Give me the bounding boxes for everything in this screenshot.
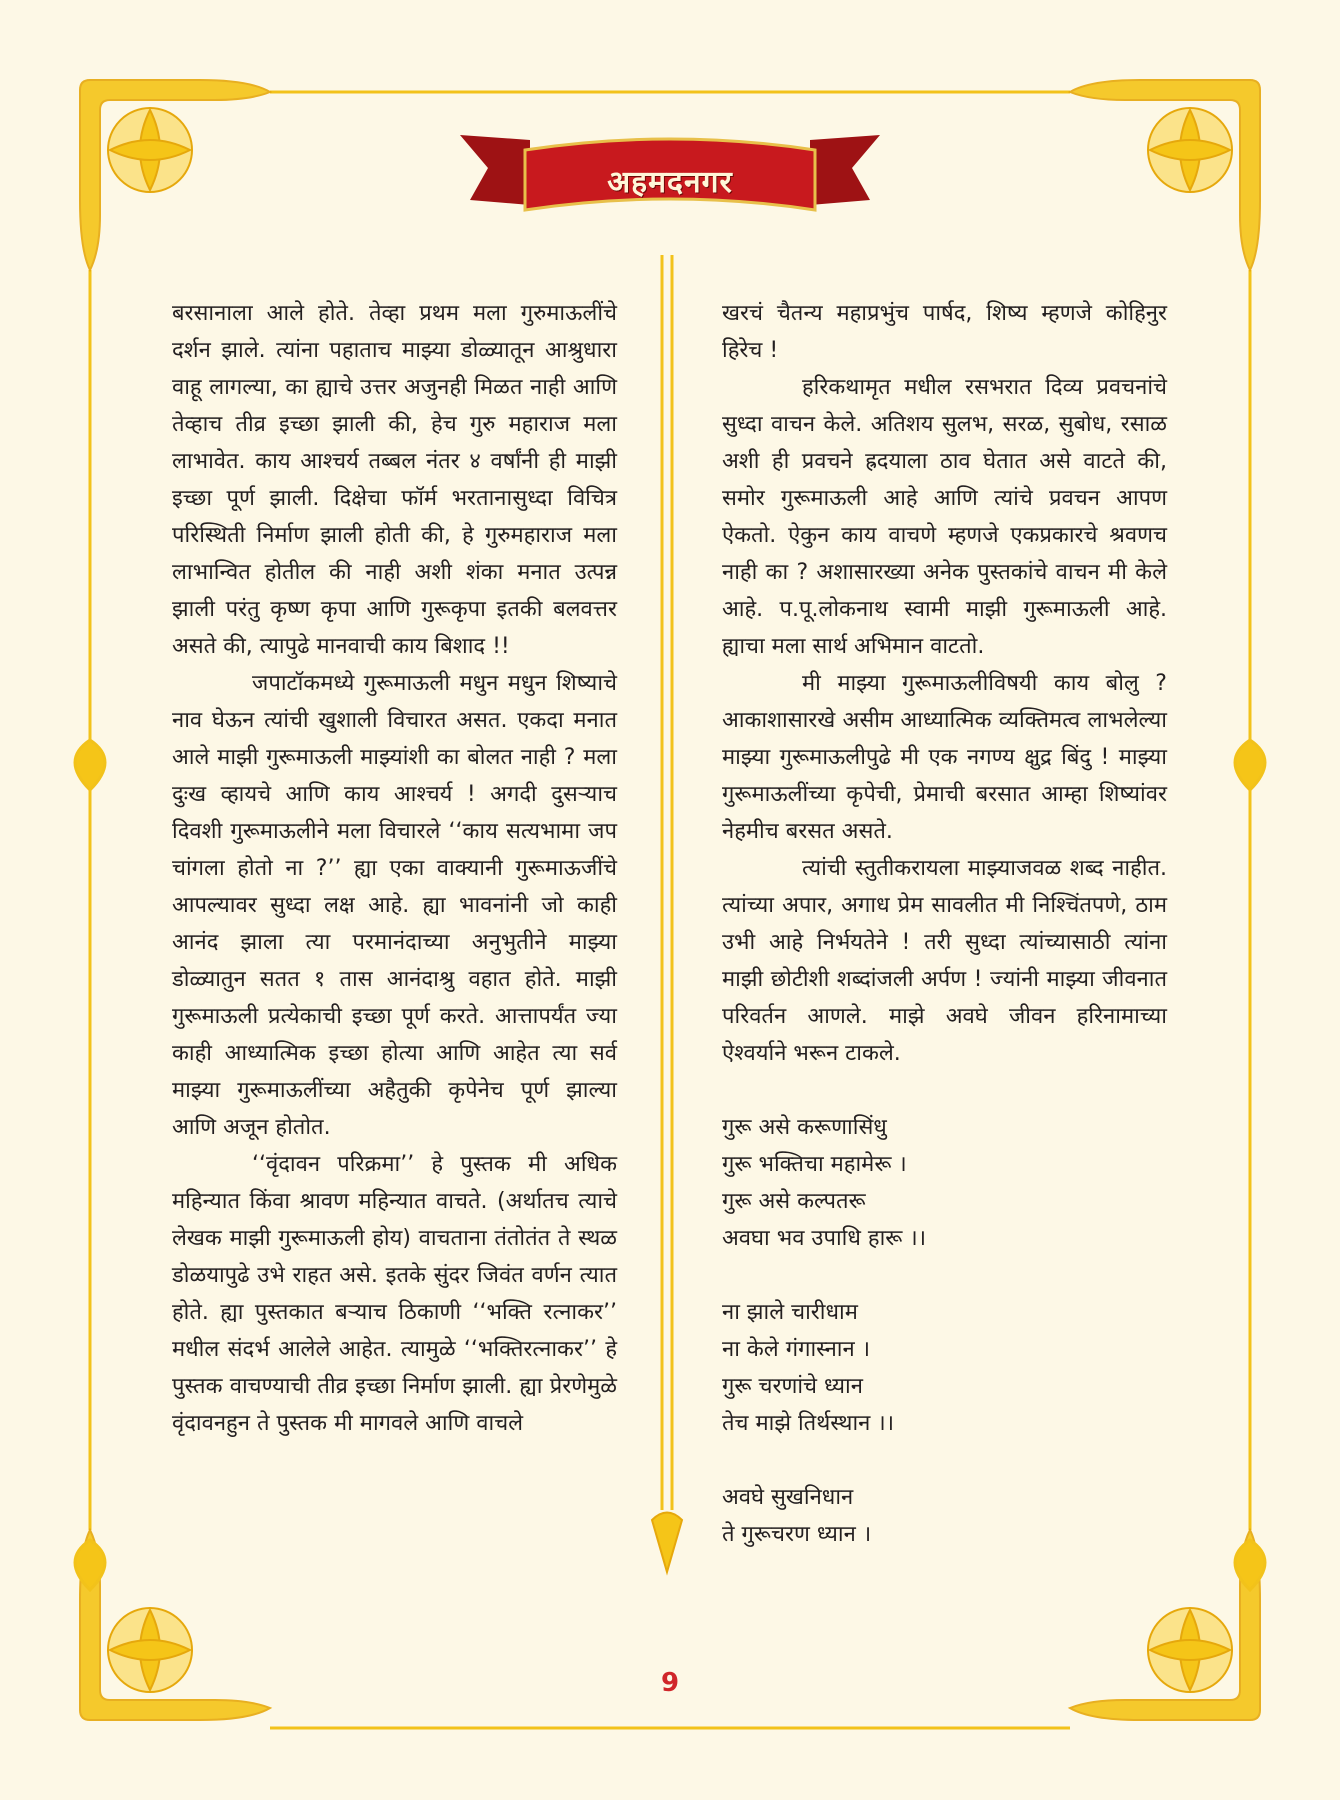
corner-ornament-top-left [80, 80, 270, 270]
corner-ornament-top-right [1070, 80, 1260, 270]
banner-title: अहमदनगर [607, 165, 733, 200]
paragraph: त्यांची स्तुतीकरायला माझ्याजवळ शब्द नाहीत. त्यांच्या अपार, अगाध प्रेम सावलीत मी निश्चिंतपणे, ठाम उभी आहे निर्भयतेने ! तरी सुध्दा त्यांच्यासाठी त्यांना माझी छोटीशी शब्दांजली अर्पण ! ज्यांनी माझ्या जीवनात परिवर्तन आणले. माझे अवघे जीवन हरिनामाच्या ऐश्वर्याने भरून टाकले. [722, 856, 1167, 1066]
verse-line: अवघा भव उपाधि हारू ।। [722, 1226, 927, 1251]
verse-line: गुरू असे करूणासिंधु [722, 1115, 887, 1140]
verse-line: ना झाले चारीधाम [722, 1300, 858, 1325]
verse-stanza [722, 1109, 1167, 1257]
paragraph: बरसानाला आले होते. तेव्हा प्रथम मला गुरुमाऊलींचे दर्शन झाले. त्यांना पहाताच माझ्या डोळ्यातून आश्रुधारा वाहू लागल्या, का ह्याचे उत्तर अजुनही मिळत नाही आणि तेव्हाच तीव्र इच्छा झाली की, हेच गुरु महाराज मला लाभावेत. काय आश्चर्य तब्बल नंतर ४ वर्षांनी ही माझी इच्छा पूर्ण झाली. दिक्षेचा फॉर्म भरतानासुध्दा विचित्र परिस्थिती निर्माण झाली होती की, हे गुरुमहाराज मला लाभान्वित होतील की नाही अशी शंका मनात उत्पन्न झाली परंतु कृष्ण कृपा आणि गुरूकृपा इतकी बलवत्तर असते की, त्यापुढे मानवाची काय बिशाद !! [172, 301, 617, 659]
verse-line: अवघे सुखनिधान [722, 1485, 854, 1510]
verse-stanza [722, 1479, 1167, 1553]
verse-line: गुरू असे कल्पतरू [722, 1189, 866, 1214]
verse-line: ते गुरूचरण ध्यान । [722, 1522, 872, 1547]
paragraph: जपाटॉकमध्ये गुरूमाऊली मधुन मधुन शिष्याचे नाव घेऊन त्यांची खुशाली विचारत असत. एकदा मनात आले माझी गुरूमाऊली माझ्यांशी का बोलत नाही ? मला दुःख व्हायचे आणि काय आश्चर्य ! अगदी दुसऱ्याच दिवशी गुरूमाऊलीने मला विचारले ‘‘काय सत्यभामा जप चांगला होतो ना ?’’ ह्या एका वाक्यानी गुरूमाऊजींचे आपल्यावर सुध्दा लक्ष आहे. ह्या भावनांनी जो काही आनंद झाला त्या परमानंदाच्या अनुभुतीने माझ्या डोळ्यातुन सतत १ तास आनंदाश्रु वहात होते. माझी गुरूमाऊली प्रत्येकाची इच्छा पूर्ण करते. आत्तापर्यंत ज्या काही आध्यात्मिक इच्छा होत्या आणि आहेत त्या सर्व माझ्या गुरूमाऊलींच्या अहैतुकी कृपेनेच पूर्ण झाल्या आणि अजून होतोत. [172, 671, 617, 1140]
paragraph: मी माझ्या गुरूमाऊलीविषयी काय बोलु ? आकाशासारखे असीम आध्यात्मिक व्यक्तिमत्व लाभलेल्या माझ्या गुरूमाऊलीपुढे मी एक नगण्य क्षुद्र बिंदु ! माझ्या गुरूमाऊलींच्या कृपेची, प्रेमाची बरसात आम्हा शिष्यांवर नेहमीच बरसत असते. [722, 671, 1167, 844]
paragraph: हरिकथामृत मधील रसभरात दिव्य प्रवचनांचे सुध्दा वाचन केले. अतिशय सुलभ, सरळ, सुबोध, रसाळ अशी ही प्रवचने ह्रदयाला ठाव घेतात असे वाटते की, समोर गुरूमाऊली आहे आणि त्यांचे प्रवचन आपण ऐकतो. ऐकुन काय वाचणे म्हणजे एकप्रकारचे श्रवणच नाही का ? अशासारख्या अनेक पुस्तकांचे वाचन मी केले आहे. प.पू.लोकनाथ स्वामी माझी गुरूमाऊली आहे. ह्याचा मला सार्थ अभिमान वाटतो. [722, 375, 1167, 659]
corner-ornament-bottom-right [1070, 1530, 1260, 1720]
right-column [722, 295, 1167, 1553]
paragraph: खरचं चैतन्य महाप्रभुंच पार्षद, शिष्य म्हणजे कोहिनुर हिरेच ! [722, 301, 1167, 363]
column-divider [652, 255, 682, 1572]
corner-ornament-bottom-left [80, 1530, 270, 1720]
verse-line: तेच माझे तिर्थस्थान ।। [722, 1411, 895, 1436]
paragraph: ‘‘वृंदावन परिक्रमा’’ हे पुस्तक मी अधिक महिन्यात किंवा श्रावण महिन्यात वाचते. (अर्थातच त्याचे लेखक माझी गुरूमाऊली होय) वाचताना तंतोतंत ते स्थळ डोळयापुढे उभे राहत असे. इतके सुंदर जिवंत वर्णन त्यात होते. ह्या पुस्तकात बऱ्याच ठिकाणी ‘‘भक्ति रत्नाकर’’ मधील संदर्भ आलेले आहेत. त्यामुळे ‘‘भक्तिरत्नाकर’’ हे पुस्तक वाचण्याची तीव्र इच्छा निर्माण झाली. ह्या प्रेरणेमुळे वृंदावनहुन ते पुस्तक मी मागवले आणि वाचले [172, 1152, 617, 1436]
verse-line: गुरू चरणांचे ध्यान [722, 1374, 863, 1399]
verse-line: ना केले गंगास्नान । [722, 1337, 871, 1362]
page-number: 9 [660, 1668, 680, 1698]
verse-line: गुरू भक्तिचा महामेरू । [722, 1152, 907, 1177]
left-column [172, 295, 617, 1442]
verse-stanza [722, 1294, 1167, 1442]
